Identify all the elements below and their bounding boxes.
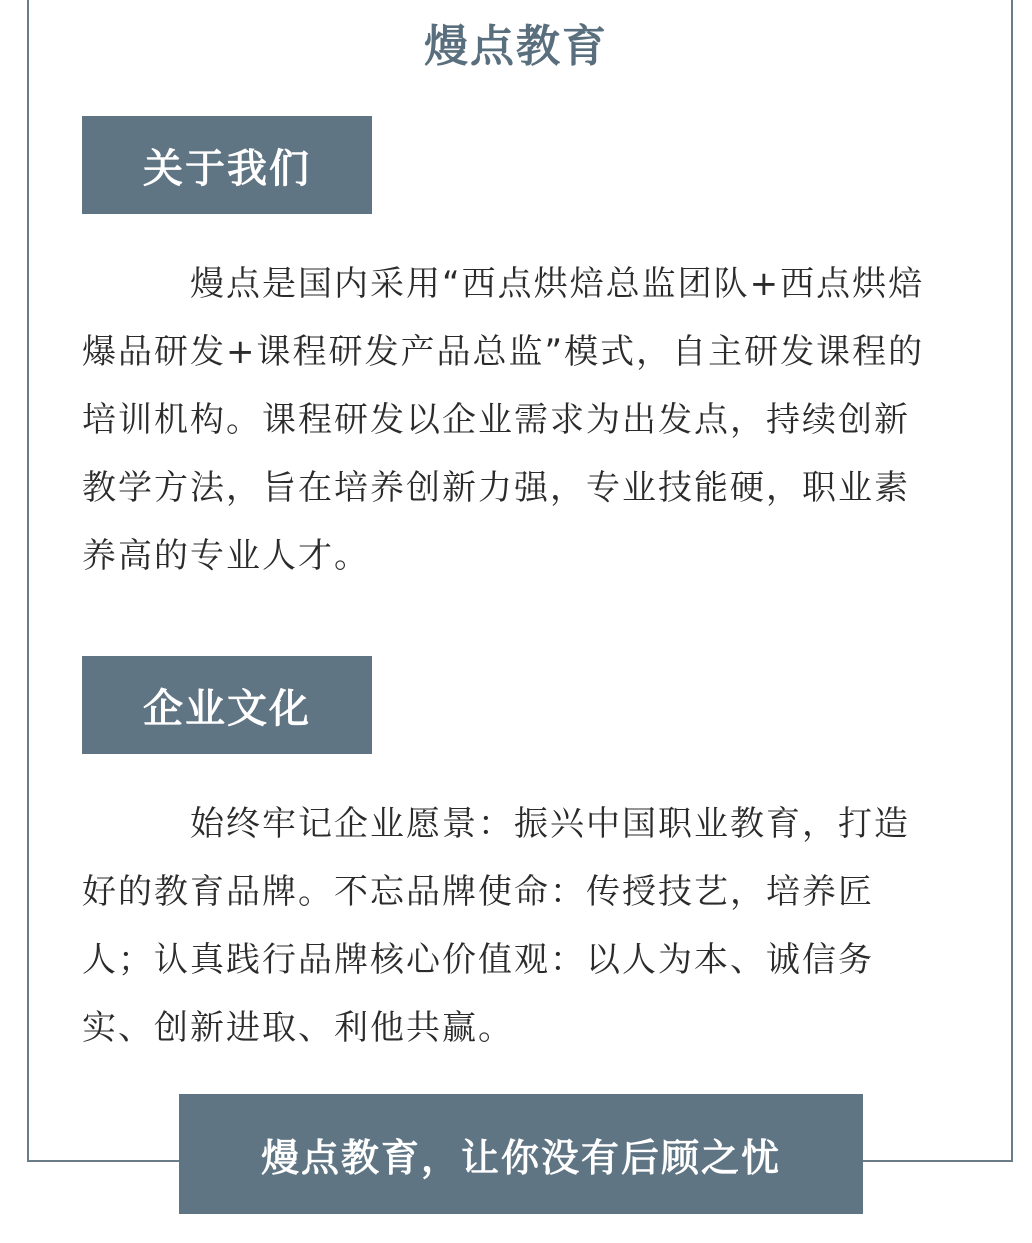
- section-heading-about: 关于我们: [82, 116, 372, 214]
- brand-title: 熳点教育: [424, 21, 608, 72]
- section-heading-culture: 企业文化: [82, 656, 372, 754]
- culture-paragraph: 始终牢记企业愿景：振兴中国职业教育，打造好的教育品牌。不忘品牌使命：传授技艺，培养匠人；认真践行品牌核心价值观：以人为本、诚信务实、创新进取、利他共赢。: [82, 804, 910, 1048]
- footer-slogan-banner: 熳点教育，让你没有后顾之忧: [179, 1094, 863, 1214]
- about-paragraph: 熳点是国内采用“西点烘焙总监团队+西点烘焙爆品研发+课程研发产品总监”模式，自主研发课程的培训机构。课程研发以企业需求为出发点，持续创新教学方法，旨在培养创新力强，专业技能硬，职业素养高的专业人才。: [82, 264, 925, 576]
